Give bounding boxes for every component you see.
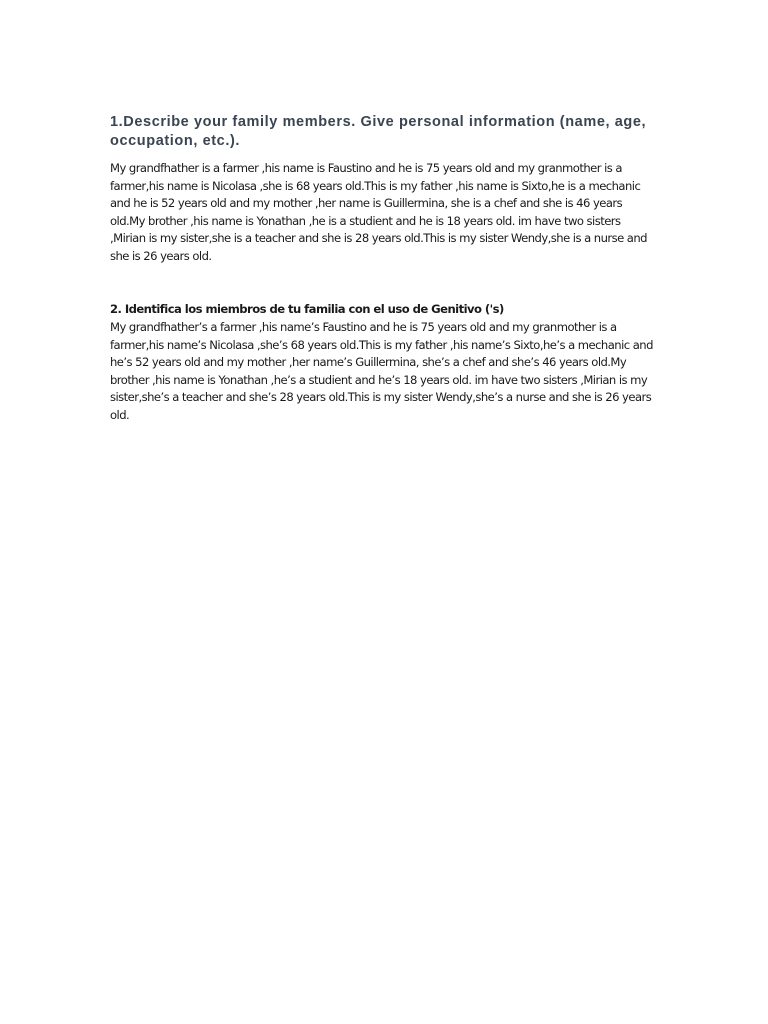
section2-heading: 2. Identifica los miembros de tu familia con el uso de Genitivo ('s) [110,302,504,316]
section1-heading: 1.Describe your family members. Give personal information (name, age, occupation, etc.). [110,114,647,149]
section2-paragraph: My grandfhather’s a farmer ,his name’s Faustino and he is 75 years old and my granmother is a farmer,his name’s Nicolasa ,she’s 68 years old.This is my father ,his name’s Sixto,he’s a mechanic and he’s 52 years old and my mother ,her name’s Guillermina, she’s a chef and she’s 46 years old.My brother ,his name is Yonathan ,he’s a studient and he’s 18 years old. im have two sisters ,Mirian is my sister,she’s a teacher and she’s 28 years old.This is my sister Wendy,she’s a nurse and she is 26 years old. [110,320,653,422]
section1-paragraph: My grandfhather is a farmer ,his name is Faustino and he is 75 years old and my granmother is a farmer,his name is Nicolasa ,she is 68 years old.This is my father ,his name is Sixto,he is a mechanic and he is 52 years old and my mother ,her name is Guillermina, she is a chef and she is 46 years old.My brother ,his name is Yonathan ,he is a studient and he is 18 years old. im have two sisters ,Mirian is my sister,she is a teacher and she is 28 years old.This is my sister Wendy,she is a nurse and she is 26 years old. [110,161,647,263]
